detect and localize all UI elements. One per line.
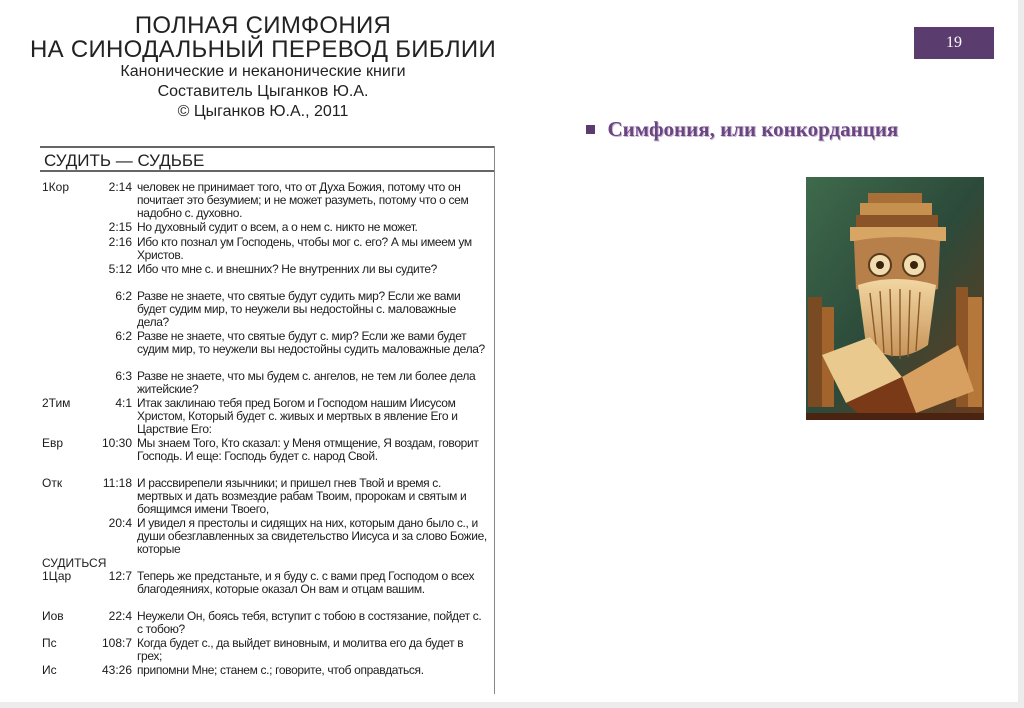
entry-text: Итак заклинаю тебя пред Богом и Господом нашим Иисусом Христом, Который будет с. живых и мертвых в явление Его и Царствие Его: — [137, 396, 458, 436]
entry-text: Когда будет с., да выйдет виновным, и молитва его да будет в грех; — [137, 636, 464, 663]
entry-ref: 6:2 — [115, 289, 132, 303]
entry-book: Отк — [42, 476, 63, 490]
entry-ref: 2:15 — [108, 220, 132, 234]
concordance-entry — [42, 330, 492, 370]
entry-ref: 4:1 — [115, 396, 132, 410]
entry-heading: СУДИТЬ — СУДЬБЕ — [40, 146, 495, 172]
bullet-text: Симфония, или конкорданция — [607, 117, 899, 141]
slide-number: 19 — [914, 27, 994, 59]
entry-ref: 11:18 — [102, 476, 132, 490]
book-title-block — [28, 14, 498, 122]
entry-text: Теперь же предстаньте, и я буду с. с вами пред Господом о всех благодеяниях, которые оказал Он вам и отцам вашим. — [137, 569, 475, 596]
concordance-entry — [42, 477, 492, 517]
entry-ref: 10:30 — [101, 436, 132, 450]
concordance-entry — [42, 290, 492, 330]
entry-ref: 2:16 — [108, 235, 132, 249]
scanned-symphony-page — [28, 0, 498, 700]
bullet-square-icon — [586, 125, 595, 134]
entry-text: Ибо кто познал ум Господень, чтобы мог с. его? А мы имеем ум Христов. — [137, 235, 472, 262]
concordance-entry — [42, 437, 492, 477]
entry-book: 1Кор — [42, 180, 70, 194]
concordance-entry — [42, 570, 492, 610]
entry-text: человек не принимает того, что от Духа Божия, потому что он почитает это безумием; и не может разуметь, потому что о сем надобно с. духовно. — [137, 180, 469, 220]
entry-text: припомни Мне; станем с.; говорите, чтоб оправдаться. — [137, 663, 424, 677]
entry-book: 2Тим — [42, 396, 71, 410]
concordance-entry — [42, 664, 492, 700]
entry-ref: 6:2 — [115, 329, 132, 343]
entry-book: 1Цар — [42, 569, 72, 583]
entry-ref: 43:26 — [101, 663, 132, 677]
book-subtitle-line-1: Канонические и неканонические книги — [120, 63, 406, 80]
entry-ref: 20:4 — [108, 516, 132, 530]
entry-book: Ис — [42, 663, 57, 677]
concordance-entry — [42, 397, 492, 437]
entry-ref: 12:7 — [108, 569, 132, 583]
column-rule — [494, 146, 495, 694]
entry-ref: 6:3 — [115, 369, 132, 383]
book-man-painting — [806, 177, 984, 420]
entry-text: Мы знаем Того, Кто сказал: у Меня отмщение, Я воздам, говорит Господь. И еще: Господь будет с. народ Свой. — [137, 436, 479, 463]
entry-text: Ибо что мне с. и внешних? Не внутренних ли вы судите? — [137, 262, 438, 276]
entry-text: Но духовный судит о всем, а о нем с. никто не может. — [137, 220, 418, 234]
book-subtitle-line-2: Составитель Цыганков Ю.А. — [157, 83, 369, 100]
entry-ref: 5:12 — [108, 262, 132, 276]
entry-book: Иов — [42, 609, 64, 623]
entry-text: И увидел я престолы и сидящих на них, которым дано было с., и души обезглавленных за свидетельство Иисуса и за слово Божие, которые — [137, 516, 487, 556]
bullet-item — [586, 117, 898, 147]
entry-text: Разве не знаете, что святые будут судить мир? Если же вами будет судим мир, то неужели вы недостойны с. маловажные дела? — [137, 289, 461, 329]
sub-entry-heading: СУДИТЬСЯ — [42, 556, 107, 570]
entry-book: Евр — [42, 436, 64, 450]
entry-ref: 108:7 — [101, 636, 132, 650]
book-title-line-2: НА СИНОДАЛЬНЫЙ ПЕРЕВОД БИБЛИИ — [29, 36, 497, 63]
page-right-border — [1018, 0, 1024, 708]
entry-text: Неужели Он, боясь тебя, вступит с тобою в состязание, пойдет с. с тобою? — [137, 609, 482, 636]
entry-text: Разве не знаете, что мы будем с. ангелов, не тем ли более дела житейские? — [137, 369, 476, 396]
entry-text: Разве не знаете, что святые будут с. мир? Если же вами будет судим мир, то неужели вы недостойны судить маловажные дела? — [137, 329, 485, 356]
concordance-entry — [42, 517, 492, 557]
entry-ref: 22:4 — [108, 609, 132, 623]
page-bottom-border — [0, 702, 1024, 708]
book-title-line-1: ПОЛНАЯ СИМФОНИЯ — [134, 12, 392, 39]
entry-ref: 2:14 — [108, 180, 132, 194]
concordance-entry — [42, 181, 492, 221]
entry-book: Пс — [42, 636, 57, 650]
book-subtitle-line-3: © Цыганков Ю.А., 2011 — [177, 103, 349, 120]
entry-text: И рассвирепели язычники; и пришел гнев Твой и время с. мертвых и дать возмездие рабам Твоим, пророкам и святым и боящимся имени Твоего, — [137, 476, 467, 516]
